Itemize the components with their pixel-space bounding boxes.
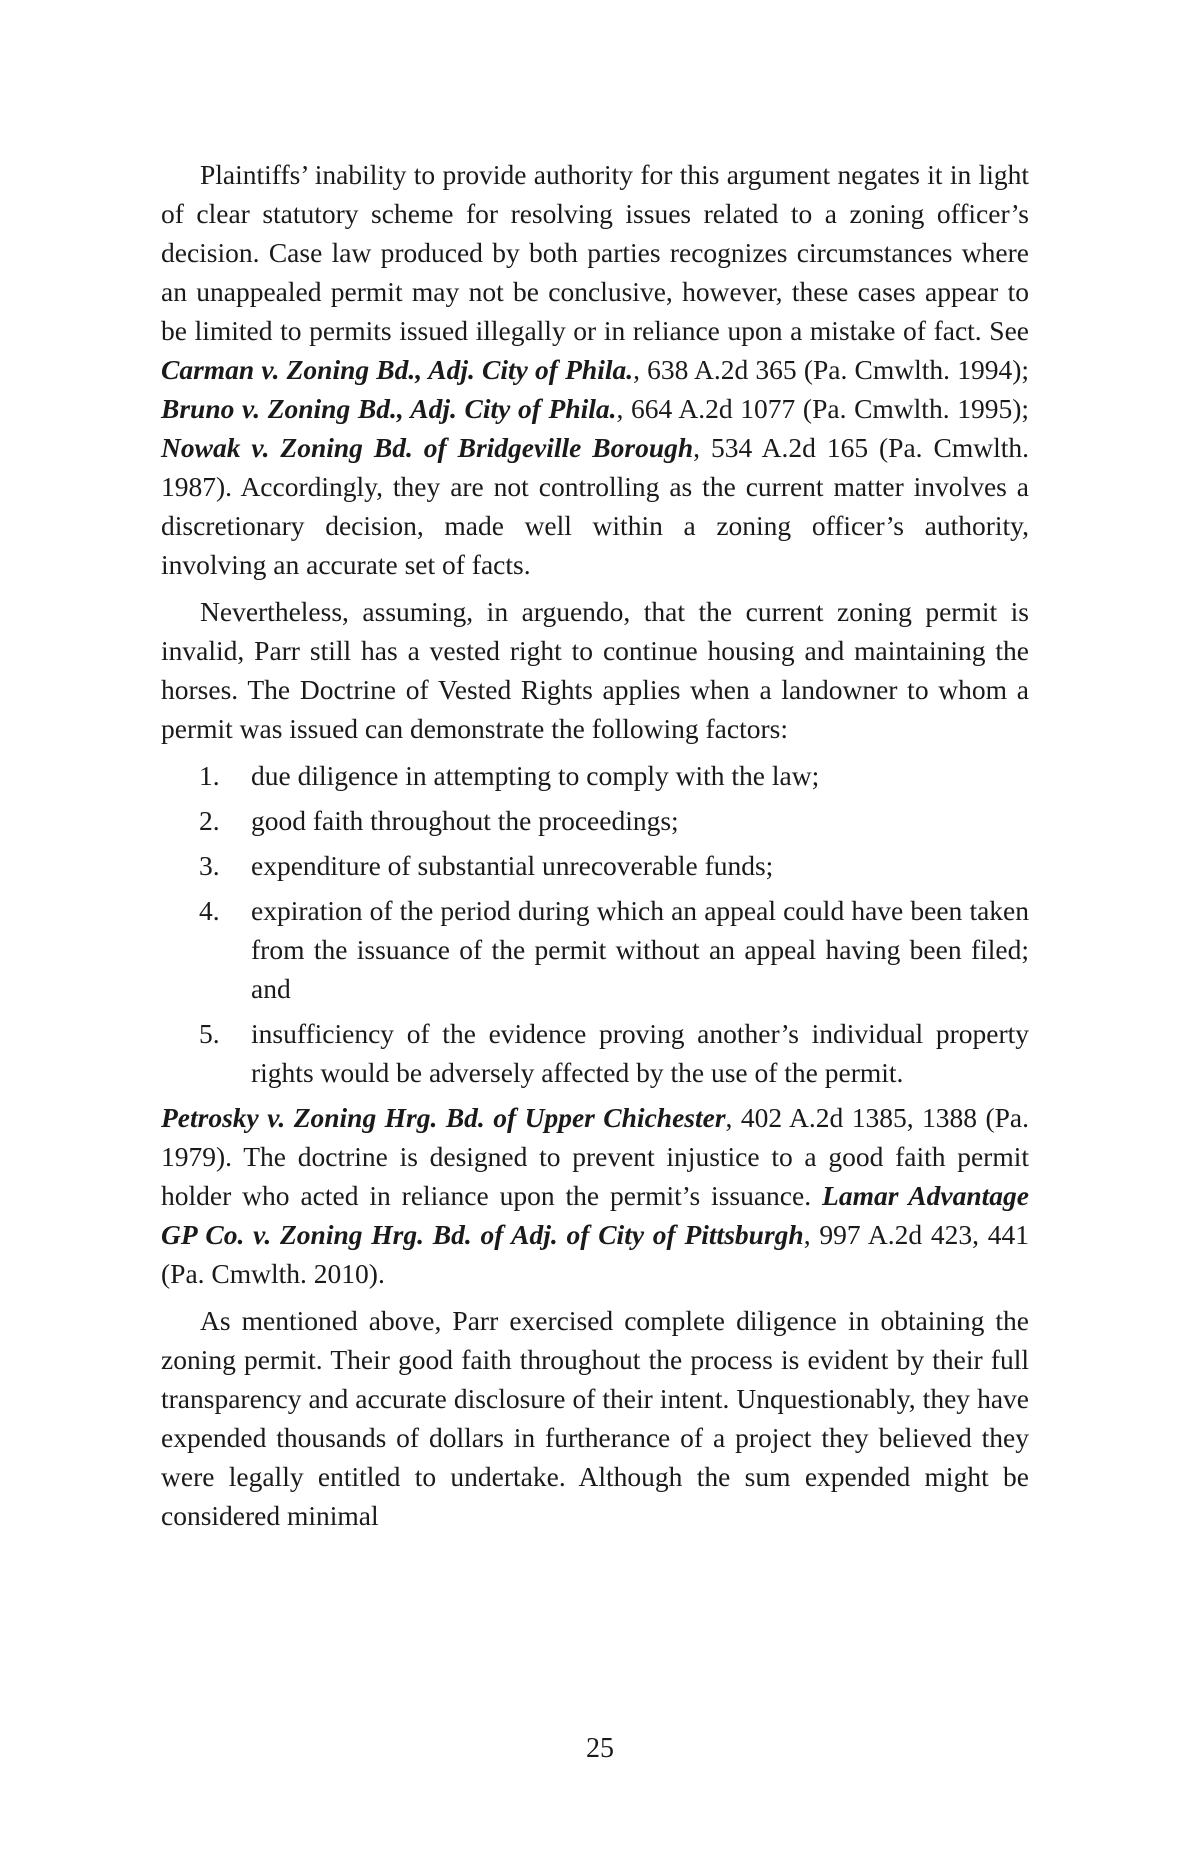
paragraph-text: , 402 A.2d 1385, 1388 (Pa. 1979). The doctrine is designed to prevent injustice to a good faith permit holder who acted in reliance upon the permit’s issuance. xyxy=(161,1102,1030,1211)
case-citation-nowak: Nowak v. Zoning Bd. of Bridgeville Borough xyxy=(161,432,694,463)
factors-list xyxy=(161,756,1029,1092)
paragraph-petrosky xyxy=(161,1098,1029,1293)
document-body xyxy=(161,155,1029,1543)
list-item-number: 4. xyxy=(199,895,220,926)
list-item xyxy=(161,756,1029,795)
page-number: 25 xyxy=(586,1733,614,1764)
case-citation-carman: Carman v. Zoning Bd., Adj. City of Phila. xyxy=(161,354,634,385)
list-item-text: insufficiency of the evidence proving another’s individual property rights would be adversely affected by the use of the permit. xyxy=(251,1018,1029,1088)
list-item-text: expenditure of substantial unrecoverable funds; xyxy=(251,850,774,881)
list-item xyxy=(161,801,1029,840)
list-item-number: 2. xyxy=(199,805,220,836)
list-item-text: good faith throughout the proceedings; xyxy=(251,805,679,836)
paragraph-text: , 664 A.2d 1077 (Pa. Cmwlth. 1995); xyxy=(616,393,1029,424)
list-item xyxy=(161,846,1029,885)
list-item xyxy=(161,891,1029,1008)
list-item-text: expiration of the period during which an appeal could have been taken from the issuance of the permit without an appeal having been filed; and xyxy=(251,895,1029,1004)
case-citation-petrosky: Petrosky v. Zoning Hrg. Bd. of Upper Chichester xyxy=(161,1102,726,1133)
list-item-text: due diligence in attempting to comply with the law; xyxy=(251,760,820,791)
paragraph-plaintiffs-inability xyxy=(161,155,1029,584)
list-item-number: 3. xyxy=(199,850,220,881)
list-item xyxy=(161,1014,1029,1092)
list-item-number: 1. xyxy=(199,760,220,791)
paragraph-text: , 638 A.2d 365 (Pa. Cmwlth. 1994); xyxy=(633,354,1029,385)
paragraph-text: , 534 A.2d 165 (Pa. Cmwlth. 1987). Accordingly, they are not controlling as the current matter involves a discretionary decision, made well within a zoning officer’s authority, involving an accurate set of facts. xyxy=(161,432,1029,580)
paragraph-text: , 997 A.2d 423, 441 (Pa. Cmwlth. 2010). xyxy=(161,1219,1029,1289)
list-item-number: 5. xyxy=(199,1018,220,1049)
paragraph-vested-rights: Nevertheless, assuming, in arguendo, that the current zoning permit is invalid, Parr still has a vested right to continue housing and maintaining the horses. The Doctrine of Vested Rights applies when a landowner to whom a permit was issued can demonstrate the following factors: xyxy=(161,596,1029,744)
paragraph-diligence: As mentioned above, Parr exercised complete diligence in obtaining the zoning permit. Their good faith throughout the process is evident by their full transparency and accurate disclosure of their intent. Unquestionably, they have expended thousands of dollars in furtherance of a project they believed they were legally entitled to undertake. Although the sum expended might be considered minimal xyxy=(161,1305,1029,1531)
paragraph-text: Plaintiffs’ inability to provide authority for this argument negates it in light of clear statutory scheme for resolving issues related to a zoning officer’s decision. Case law produced by both parties recognizes circumstances where an unappealed permit may not be conclusive, however, these cases appear to be limited to permits issued illegally or in reliance upon a mistake of fact. See xyxy=(161,159,1029,346)
case-citation-lamar: Lamar Advantage GP Co. v. Zoning Hrg. Bd. of Adj. of City of Pittsburgh xyxy=(161,1180,1029,1250)
case-citation-bruno: Bruno v. Zoning Bd., Adj. City of Phila. xyxy=(161,393,617,424)
